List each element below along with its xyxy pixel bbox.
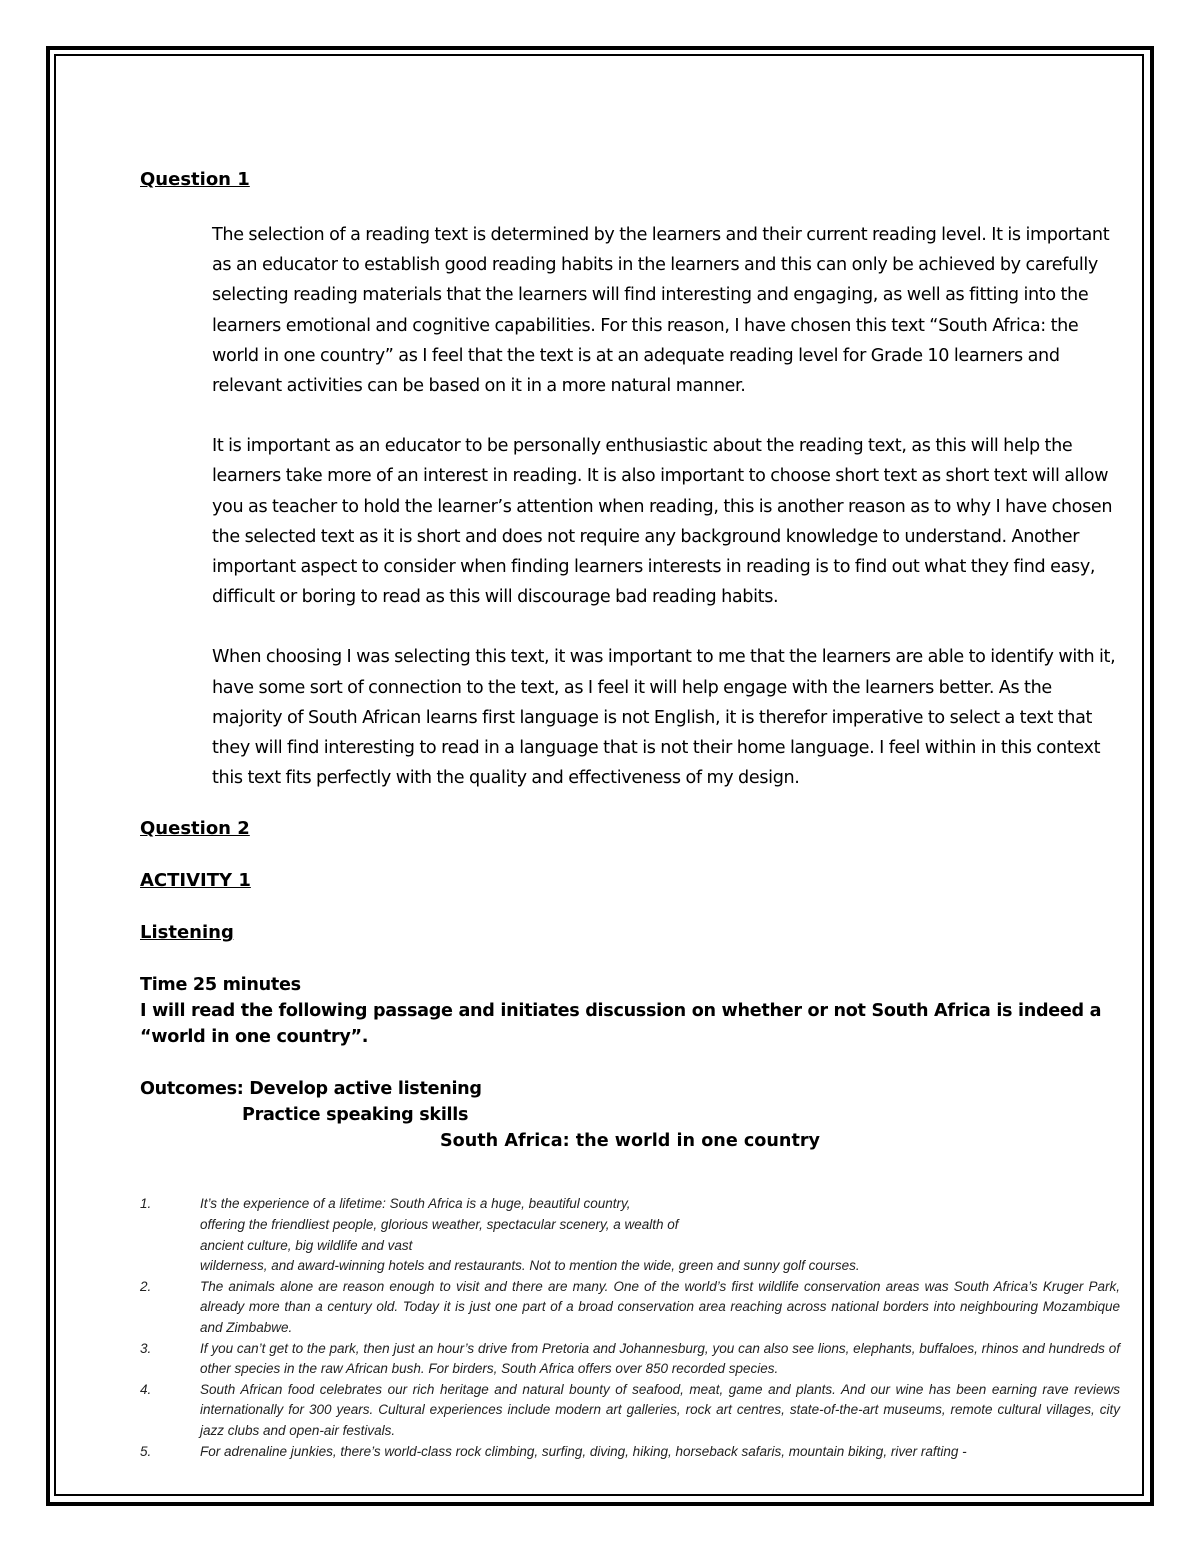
activity-heading: ACTIVITY 1 xyxy=(140,870,251,892)
time-label: Time 25 minutes xyxy=(140,975,301,996)
outcomes-line-2: Practice speaking skills xyxy=(242,1105,469,1126)
list-item xyxy=(140,1339,1120,1380)
list-item-line: wilderness, and award-winning hotels and restaurants. Not to mention the wide, green and sunny golf courses. xyxy=(200,1258,860,1274)
question-1-paragraph-3: When choosing I was selecting this text, it was important to me that the learners are able to identify with it, have some sort of connection to the text, as I feel it will help engage with the learners better. As the majority of South African learns first language is not English, it is therefor imperative to select a text that they will find interesting to read in a language that is not their home language. I feel within in this context this text fits perfectly with the quality and effectiveness of my design. xyxy=(212,647,1116,789)
list-item-text: If you can’t get to the park, then just an hour’s drive from Pretoria and Johannesburg, you can also see lions, elephants, buffaloes, rhinos and hundreds of other species in the raw African bush. For birders, South Africa offers over 850 recorded species. xyxy=(200,1340,1120,1377)
question-1-heading: Question 1 xyxy=(140,169,250,190)
list-item xyxy=(140,1277,1120,1339)
list-item-text: South African food celebrates our rich heritage and natural bounty of seafood, meat, game and plants. And our wine has been earning rave reviews internationally for 300 years. Cultural experiences include modern art galleries, rock art centres, state-of-the-art museums, remote cultural villages, city jazz clubs and open-air festivals. xyxy=(200,1381,1120,1438)
question-2-heading: Question 2 xyxy=(140,818,250,840)
list-item xyxy=(140,1380,1120,1442)
list-item-text xyxy=(200,1194,1120,1276)
listening-heading: Listening xyxy=(140,922,234,944)
list-item-line: offering the friendliest people, glorious weather, spectacular scenery, a wealth of xyxy=(200,1217,679,1233)
list-item-text: For adrenaline junkies, there’s world-class rock climbing, surfing, diving, hiking, horseback safaris, mountain biking, river rafting - xyxy=(200,1443,967,1459)
list-item-line: It’s the experience of a lifetime: South Africa is a huge, beautiful country, xyxy=(200,1196,631,1212)
outcomes-line: Outcomes: Develop active listening xyxy=(140,1079,482,1100)
list-item-number: 1. xyxy=(140,1196,152,1212)
list-item-number: 3. xyxy=(140,1340,152,1356)
document-body xyxy=(140,168,1120,1462)
list-item xyxy=(140,1442,1120,1463)
list-item-line: ancient culture, big wildlife and vast xyxy=(200,1237,413,1253)
list-item-text: The animals alone are reason enough to visit and there are many. One of the world’s first wildlife conservation areas was South Africa’s Kruger Park, already more than a century old. Today it is just one part of a broad conservation area reaching across national borders into neighbouring Mozambique and Zimbabwe. xyxy=(200,1278,1120,1336)
question-1-paragraph-1: The selection of a reading text is determined by the learners and their current reading level. It is important as an educator to establish good reading habits in the learners and this can only be achieved by carefully selecting reading materials that the learners will find interesting and engaging, as well as fitting into the learners emotional and cognitive capabilities. For this reason, I have chosen this text “South Africa: the world in one country” as I feel that the text is at an adequate reading level for Grade 10 learners and relevant activities can be based on it in a more natural manner. xyxy=(212,225,1110,397)
passage-title: South Africa: the world in one country xyxy=(439,1131,821,1152)
list-item-number: 5. xyxy=(140,1443,152,1459)
list-item xyxy=(140,1194,1120,1276)
list-item-number: 2. xyxy=(140,1278,152,1294)
list-item-number: 4. xyxy=(140,1381,152,1397)
passage-list xyxy=(140,1194,1120,1462)
question-1-paragraph-2: It is important as an educator to be personally enthusiastic about the reading text, as this will help the learners take more of an interest in reading. It is also important to choose short text as short text will allow you as teacher to hold the learner’s attention when reading, this is another reason as to why I have chosen the selected text as it is short and does not require any background knowledge to understand. Another important aspect to consider when finding learners interests in reading is to find out what they find easy, difficult or boring to read as this will discourage bad reading habits. xyxy=(212,436,1113,608)
instruction-text: I will read the following passage and initiates discussion on whether or not South Africa is indeed a “world in one country”. xyxy=(140,1001,1102,1048)
